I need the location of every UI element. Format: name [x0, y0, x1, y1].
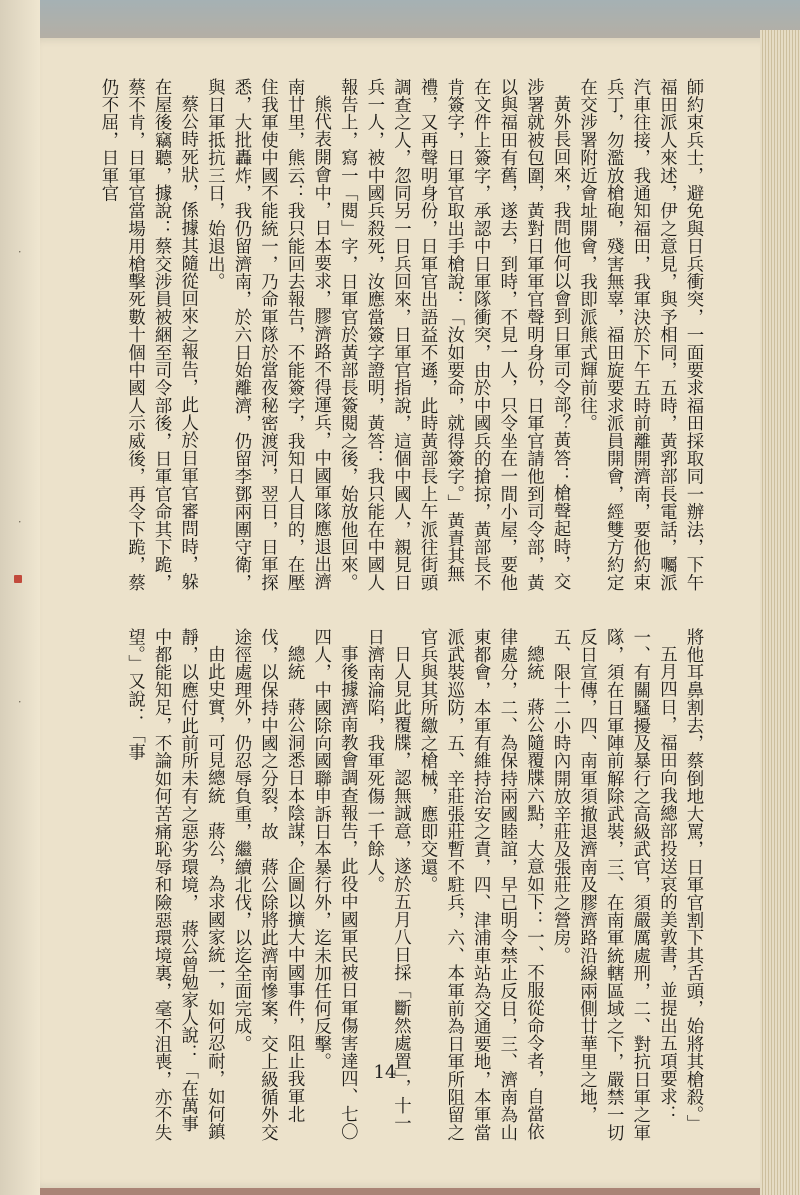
page-number: 14: [373, 1062, 397, 1083]
paragraph: 日人見此覆牒，認無誠意，遂於五月八日採「斷然處置」，十一日濟南淪陷，我軍死傷一千餘人。: [363, 628, 411, 1133]
book-page: [40, 38, 775, 1188]
red-mark: [14, 575, 22, 583]
paragraph: 熊代表開會中，日本要求，膠濟路不得運兵，中國軍隊應退出濟南廿里，熊云：我只能回去報告，不能簽字，我知日人目的，在壓住我軍使中國不能統一，乃命軍隊於當夜秘密渡河，翌日，日軍探悉，大批轟炸，我仍留濟南，於六日始離濟，仍留李鄧兩團守衛，與日軍抵抗三日，始退出。: [204, 78, 331, 592]
paragraph: 事後據濟南教會調查報告，此役中國軍民被日軍傷害達四、七〇四人，中國除向國聯申訴日本暴行外，迄未加任何反擊。: [310, 628, 358, 1141]
paragraph: 由此史實，可見總統 蔣公，為求國家統一，如何忍耐，如何鎮靜，以應付此前所未有之惡劣環境， 蔣公曾勉家人說：「在萬事中都能知足，不論如何苦痛恥辱和險惡環境裏，毫不沮喪，亦不失望。」又說：「事: [124, 628, 225, 1142]
paragraph: 五月四日，福田向我總部投送哀的美敦書，並提出五項要求：一、有關騷擾及暴行之高級武官，須嚴厲處刑，二、對抗日軍之軍隊，須在日軍陣前解除武裝，三、在南軍統轄區域之下，嚴禁一切反日宣傳，四、南軍須撤退濟南及膠濟路沿線兩側廿華里之地，五、限十二小時內開放辛莊及張莊之營房。: [550, 628, 677, 1142]
paragraph: 蔡公時死狀，係據其隨從回來之報告，此人於日軍官審問時，躲在屋後竊聽，據說：蔡交涉員被綑至司令部後，日軍官命其下跪，蔡不肯，日軍官當場用槍擊死數十個中國人示威後，再令下跪，蔡仍不屈，日軍官: [97, 78, 198, 592]
paragraph: 將他耳鼻割去，蔡倒地大罵，日軍官割下其舌頭，始將其槍殺。」: [683, 628, 703, 1133]
paragraph: 黃外長回來，我問他何以會到日軍司令部？黃答：槍聲起時，交涉署就被包圍，黃對日軍軍官聲明身份，日軍官請他到司令部，黃以與福田有舊，遂去，到時，不見一人，只令坐在一間小屋，要他在文件上簽字，承認中日軍隊衝突，由於中國兵的搶掠，黃部長不肯簽字，日軍官取出手槍說：「汝如要命，就得簽字。」黃責其無禮，又再聲明身份，日軍官出語益不遜，此時黃部長上午派往街頭調查之人，忽同另一日兵回來，日軍官指說，這個中國人，親見日兵一人，被中國兵殺死，汝應當簽字證明，黃答：我只能在中國人報告上，寫一「閱」字，日軍官於黃部長簽閱之後，始放他回來。: [337, 78, 571, 592]
upper-text-block: [76, 78, 706, 598]
previous-page-edge: · · ·: [0, 0, 40, 1195]
page-stack-edge: [760, 30, 800, 1195]
paragraph: 總統 蔣公隨覆牒六點，大意如下：一、不服從命令者，自當依律處分，二、為保持兩國睦誼，早已明令禁止反日，三、濟南為山東都會，本軍有維持治安之責，四、津浦車站為交通要地，本軍當派武裝巡防，五、辛莊張莊暫不駐兵，六、本軍前為日軍所阻留之官兵與其所繳之槍械，應即交還。: [417, 628, 544, 1142]
paragraph: 總統 蔣公洞悉日本陰謀，企圖以擴大中國事件，阻止我軍北伐，以保持中國之分裂，故 蔣公除將此濟南慘案，交上級循外交途徑處理外，仍忍辱負重，繼續北伐，以迄全面完成。: [230, 628, 305, 1142]
paragraph: 師約束兵士，避免與日兵衝突，一面要求福田採取同一辦法，下午福田派人來述，伊之意見，與予相同，五時，黃郛部長電話，囑派汽車往接，我通知福田，我軍決於下午五時前離開濟南，要他約束兵丁，勿濫放槍砲，殘害無辜，福田旋要求派員開會，經雙方約定在交涉署附近會址開會，我即派熊式輝前往。: [576, 78, 703, 592]
